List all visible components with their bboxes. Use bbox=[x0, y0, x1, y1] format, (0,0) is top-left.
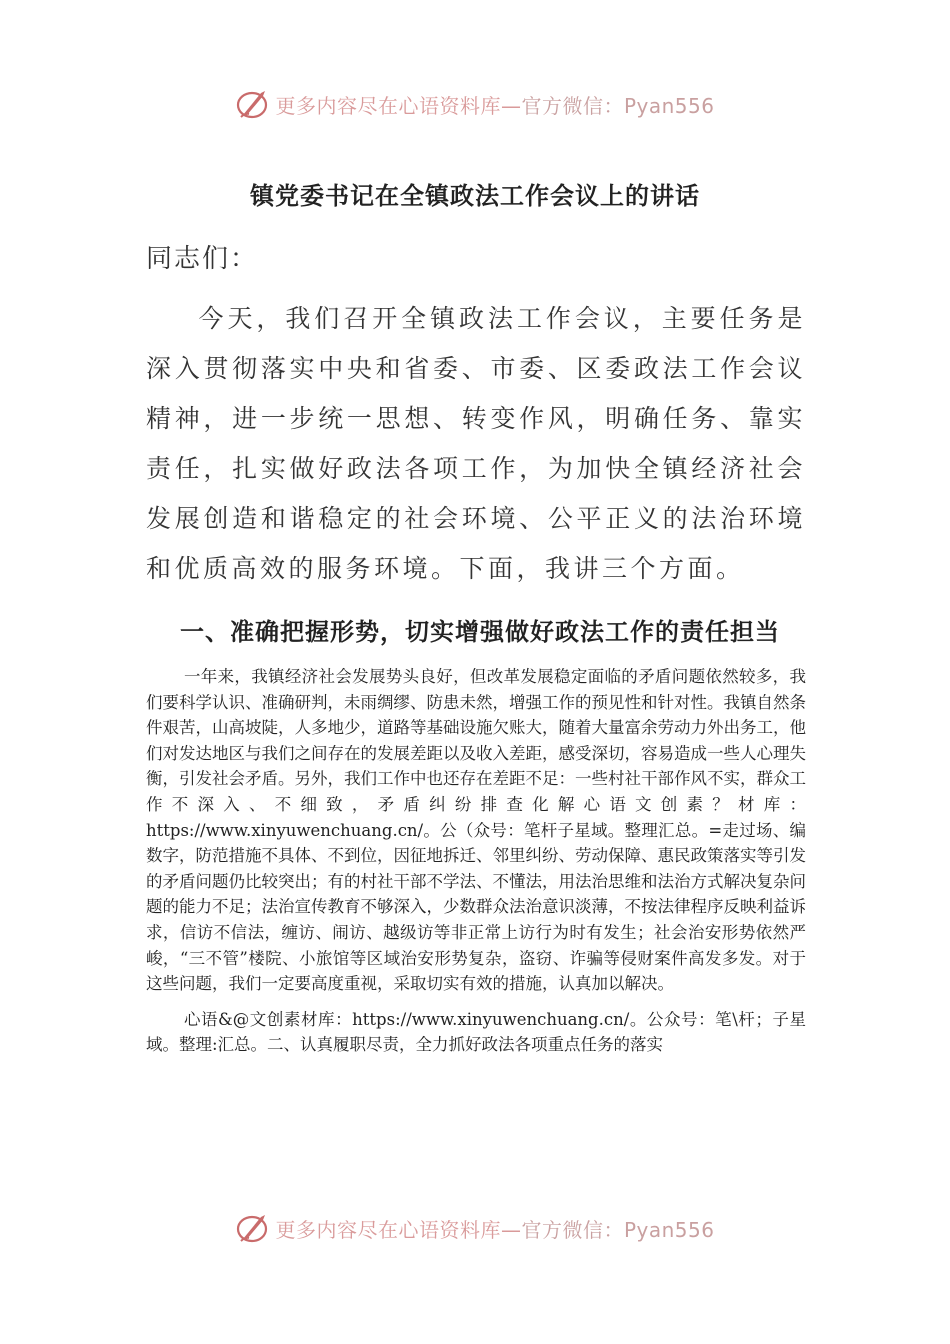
header-banner bbox=[0, 84, 950, 124]
document-title: 镇党委书记在全镇政法工作会议上的讲话 bbox=[250, 182, 700, 210]
quill-pen-logo-icon bbox=[235, 1211, 271, 1245]
section-heading-1: 一、准确把握形势，切实增强做好政法工作的责任担当 bbox=[180, 618, 780, 646]
header-banner-text: 更多内容尽在心语资料库—官方微信：Pyan556 bbox=[275, 93, 715, 118]
intro-text: 今天，我们召开全镇政法工作会议，主要任务是深入贯彻落实中央和省委、市委、区委政法工作会议精神，进一步统一思想、转变作风，明确任务、靠实责任，扎实做好政法各项工作，为加快全镇经济社会发展创造和谐稳定的社会环境、公平正义的法治环境和优质高效的服务环境。下面，我讲三个方面。 bbox=[146, 304, 806, 583]
footer-wechat-text: 官方微信：Pyan556 bbox=[521, 1217, 715, 1242]
body-text bbox=[146, 664, 806, 1068]
quill-pen-logo-icon bbox=[235, 87, 271, 121]
footer-banner bbox=[0, 1208, 950, 1248]
footer-banner-text: 更多内容尽在心语资料库—官方微信：Pyan556 bbox=[275, 1217, 715, 1242]
intro-paragraph bbox=[146, 294, 806, 594]
paragraph-2: 心语&@文创素材库：https://www.xinyuwenchuang.cn/。公众号：笔\杆；子星域。整理:汇总。二、认真履职尽责，全力抓好政法各项重点任务的落实 bbox=[146, 1009, 806, 1055]
paragraph-1: 一年来，我镇经济社会发展势头良好，但改革发展稳定面临的矛盾问题依然较多，我们要科学认识、准确研判，未雨绸缪、防患未然，增强工作的预见性和针对性。我镇自然条件艰苦，山高坡陡，人多地少，道路等基础设施欠账大，随着大量富余劳动力外出务工，他们对发达地区与我们之间存在的发展差距以及收入差距，感受深切，容易造成一些人心理失衡，引发社会矛盾。另外，我们工作中也还存在差距不足：一些村社干部作风不实，群众工作不深入、不细致，矛盾纠纷排查化解心语文创素？材库：https://www.xinyuwenchuang.cn/。公（众号：笔杆子星域。整理汇总。=走过场、编数字，防范措施不具体、不到位，因征地拆迁、邻里纠纷、劳动保障、惠民政策落实等引发的矛盾问题仍比较突出；有的村社干部不学法、不懂法，用法治思维和法治方式解决复杂问题的能力不足；法治宣传教育不够深入，少数群众法治意识淡薄，不按法律程序反映利益诉求，信访不信法，缠访、闹访、越级访等非正常上访行为时有发生；社会治安形势依然严峻，“三不管”楼院、小旅馆等区域治安形势复杂，盗窃、诈骗等侵财案件高发多发。对于这些问题，我们一定要高度重视，采取切实有效的措施，认真加以解决。 bbox=[146, 667, 806, 994]
header-wechat-text: 官方微信：Pyan556 bbox=[521, 93, 715, 118]
greeting: 同志们： bbox=[146, 244, 259, 274]
